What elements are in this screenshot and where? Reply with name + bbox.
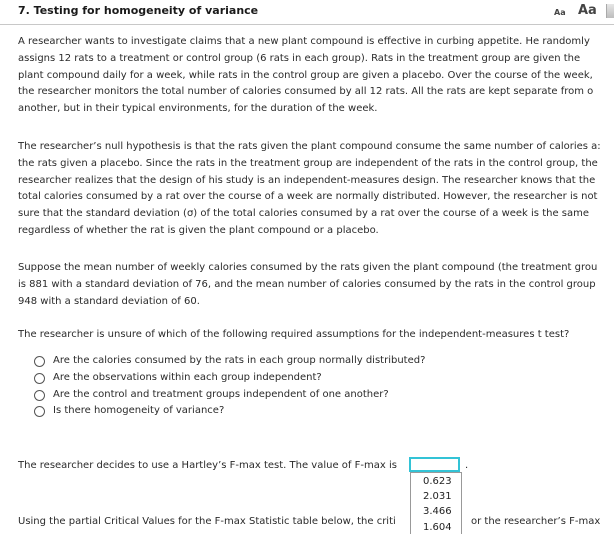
paragraph-intro [18, 34, 593, 118]
paragraph-line: is 881 with a standard deviation of 76, and the mean number of calories consumed by the rats in the control group [18, 278, 596, 290]
question-title: 7. Testing for homogeneity of variance [18, 4, 259, 17]
decrease-font-button[interactable]: Aa [554, 8, 566, 17]
dropdown-option[interactable]: 3.466 [423, 506, 452, 517]
paragraph-line: researcher realizes that the design of his study is an independent-measures design. The researcher knows that the [18, 174, 596, 186]
paragraph-line: assigns 12 rats to a treatment or control group (6 rats in each group). Rats in the treatment group are given the [18, 52, 581, 64]
radio-button[interactable] [34, 390, 45, 401]
paragraph-line: another, but in their typical environments, for the duration of the week. [18, 103, 378, 115]
option-label: Are the calories consumed by the rats in each group normally distributed? [53, 355, 426, 366]
critical-values-text-continued: or the researcher’s F-max [471, 516, 601, 527]
paragraph-line: The researcher’s null hypothesis is that the rats given the plant compound consume the same number of calories a: [18, 141, 601, 152]
fmax-prompt: The researcher decides to use a Hartley’s F-max test. The value of F-max is [18, 460, 397, 471]
option-label: Is there homogeneity of variance? [53, 405, 225, 416]
paragraph-hypothesis [18, 139, 601, 240]
paragraph-line: total calories consumed by a rat over the course of a week are normally distributed. However, the researcher is not [18, 191, 598, 203]
critical-values-text: Using the partial Critical Values for the F-max Statistic table below, the criti [18, 516, 396, 527]
dropdown-option[interactable]: 2.031 [423, 491, 452, 502]
question-header [0, 0, 614, 25]
increase-font-button[interactable]: Aa [578, 3, 597, 18]
radio-button[interactable] [34, 356, 45, 367]
fmax-dropdown-list[interactable] [410, 472, 462, 534]
question-text: The researcher is unsure of which of the following required assumptions for the independent-measures t test? [18, 329, 570, 340]
fmax-answer-dropdown[interactable] [409, 457, 460, 472]
question-prompt [18, 327, 569, 344]
radio-button[interactable] [34, 406, 45, 417]
option-label: Are the observations within each group independent? [53, 372, 322, 383]
paragraph-line: plant compound daily for a week, while rats in the control group are given a placebo. Over the course of the week, [18, 69, 593, 81]
paragraph-line: regardless of whether the rat is given the plant compound or a placebo. [18, 224, 379, 236]
paragraph-line: A researcher wants to investigate claims that a new plant compound is effective in curbing appetite. He randomly [18, 36, 590, 47]
dropdown-option[interactable]: 0.623 [423, 476, 452, 487]
option-label: Are the control and treatment groups independent of one another? [53, 389, 389, 400]
paragraph-line: 948 with a standard deviation of 60. [18, 295, 200, 307]
paragraph-statistics [18, 260, 597, 310]
paragraph-line: Suppose the mean number of weekly calories consumed by the rats given the plant compound (the treatment grou [18, 262, 598, 273]
radio-button[interactable] [34, 373, 45, 384]
paragraph-line: the researcher monitors the total number of calories consumed by all 12 rats. All the rats are kept separate from o [18, 86, 594, 98]
toolbar-edge-icon [606, 4, 614, 18]
paragraph-line: sure that the standard deviation (σ) of the total calories consumed by a rat over the course of a week is the same [18, 208, 590, 220]
fmax-period: . [465, 460, 469, 471]
paragraph-line: the rats given a placebo. Since the rats in the treatment group are independent of the rats in the control group, the [18, 157, 598, 169]
dropdown-option[interactable]: 1.604 [423, 522, 452, 533]
